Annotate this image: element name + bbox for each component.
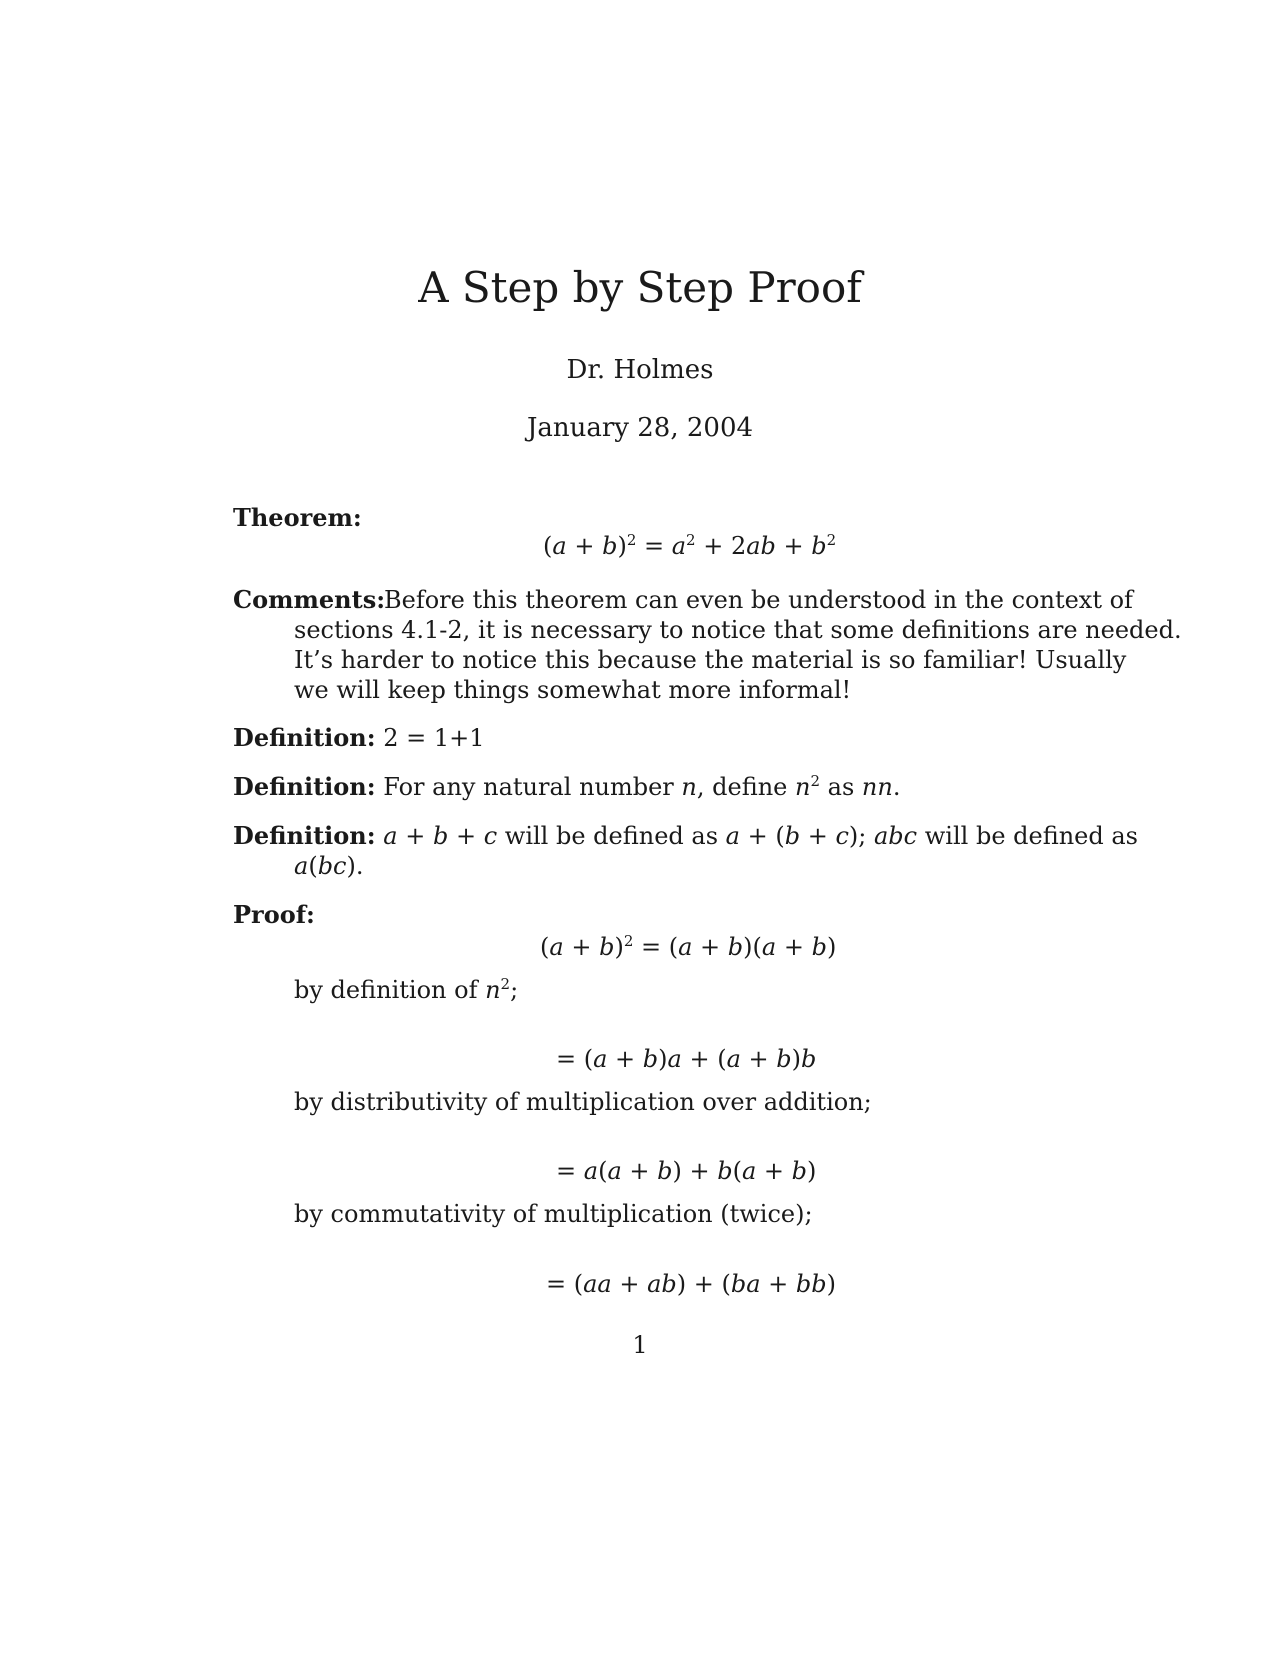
document-author: Dr. Holmes	[566, 355, 714, 385]
comments-line-4: we will keep things somewhat more informal!	[294, 676, 852, 704]
definition-3-label: Definition:	[233, 821, 376, 850]
proof-step-4-equation	[546, 1270, 836, 1298]
definition-1-label: Definition:	[233, 723, 376, 752]
proof-step-3-justification: by commutativity of multiplication (twice);	[294, 1200, 813, 1228]
proof-step-2-justification: by distributivity of multiplication over addition;	[294, 1088, 872, 1116]
proof-step-1-equation	[540, 933, 836, 961]
page-number: 1	[632, 1331, 648, 1359]
definition-3-display: a + b + c will be defined as a + (b + c); abc will be defined as	[383, 822, 1138, 850]
definition-2-label: Definition:	[233, 772, 376, 801]
definition-3	[233, 821, 1138, 851]
theorem-label: Theorem:	[233, 503, 362, 532]
definition-3-continuation: a(bc).	[294, 852, 364, 880]
proof-step-4-equation-display: = (aa + ab) + (ba + bb)	[546, 1270, 837, 1298]
proof-step-1-equation-display: $(a + b)^2 = (a + b)(a + b)$	[540, 932, 837, 961]
proof-step-3-equation-display: = a(a + b) + b(a + b)	[556, 1157, 817, 1185]
document-date: January 28, 2004	[526, 413, 754, 443]
definition-2-display: For any natural number n, define $n^2$ as nn.	[383, 772, 901, 801]
proof-label: Proof:	[233, 900, 315, 929]
comments-line-3: It’s harder to notice this because the material is so familiar! Usually	[294, 646, 1127, 674]
document-title: A Step by Step Proof	[418, 263, 862, 312]
proof-step-1-justification-display: by definition of $n^2$;	[294, 975, 519, 1004]
comments-line-1: Before this theorem can even be understood in the context of	[384, 586, 1133, 614]
comments-label: Comments:	[233, 585, 386, 614]
proof-step-2-equation	[556, 1045, 816, 1073]
definition-1	[233, 723, 485, 753]
theorem-formula-display: $(a + b)^2 = a^2 + 2ab + b^2$	[543, 531, 837, 560]
theorem-formula	[543, 532, 836, 560]
proof-step-3-equation	[556, 1157, 816, 1185]
definition-2	[233, 772, 900, 802]
definition-1-text: 2 = 1+1	[383, 724, 485, 752]
proof-step-1-justification	[294, 975, 518, 1005]
comments-line-2: sections 4.1-2, it is necessary to notice that some definitions are needed.	[294, 616, 1182, 644]
proof-step-2-equation-display: = (a + b)a + (a + b)b	[556, 1045, 817, 1073]
